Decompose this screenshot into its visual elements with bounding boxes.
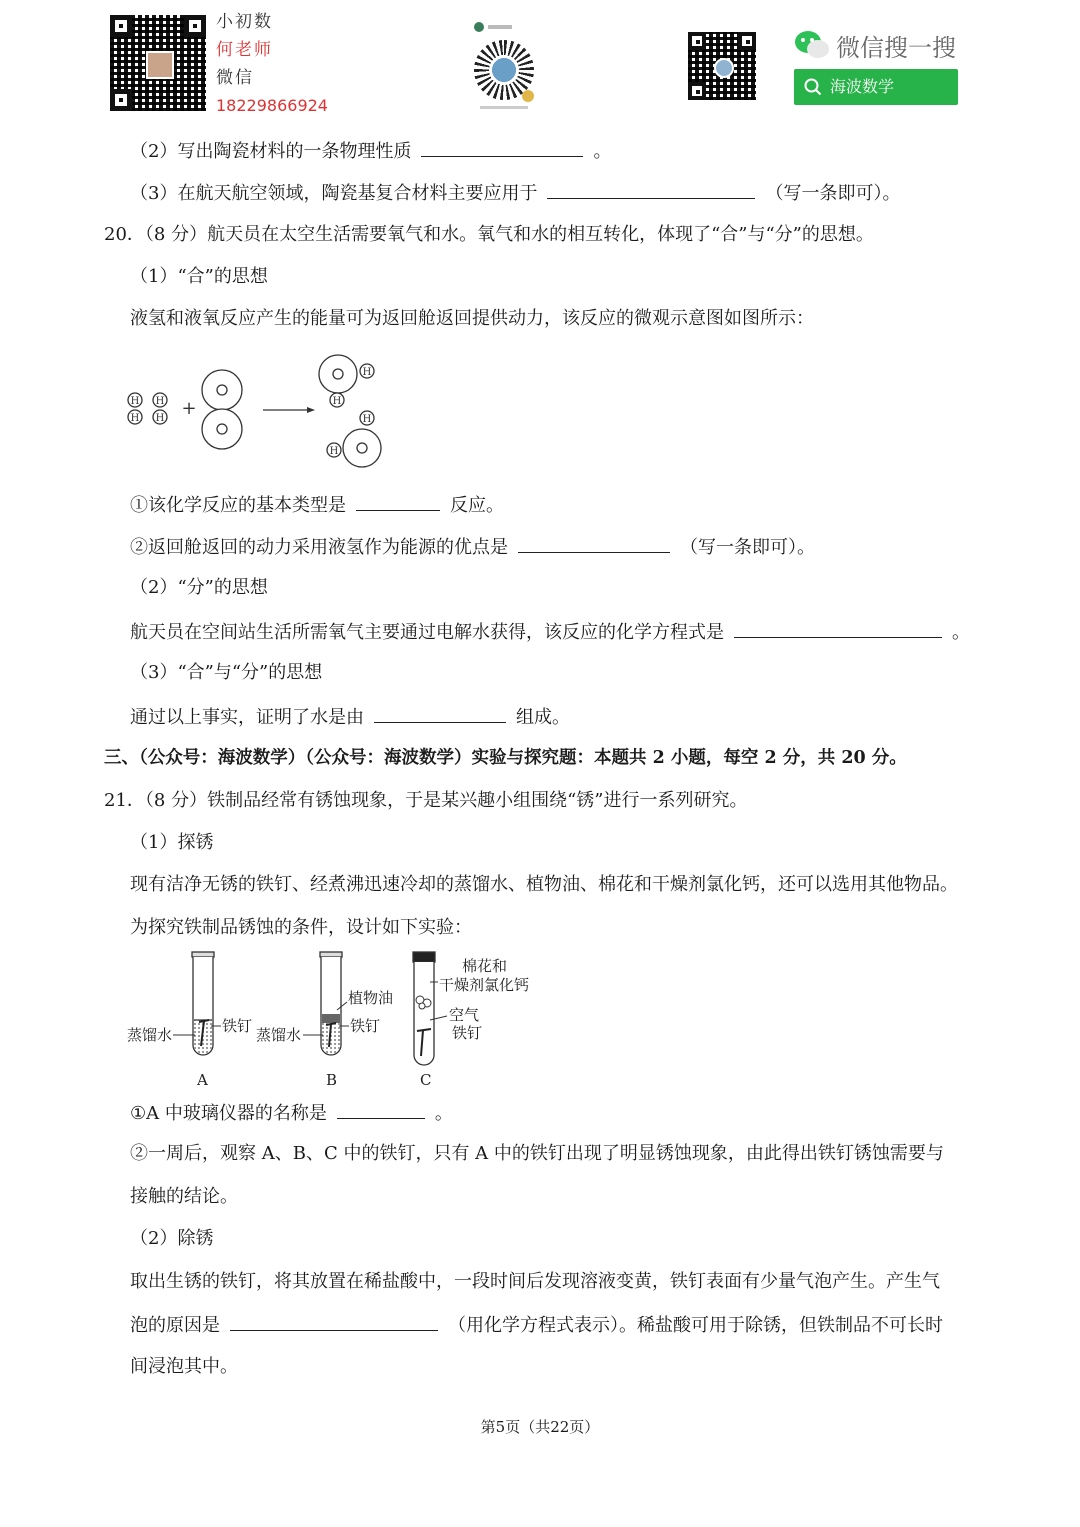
header xyxy=(0,0,1080,125)
contact-line-3: 微信 xyxy=(216,68,254,88)
q21-part1-b: ②一周后，观察 A、B、C 中的铁钉，只有 A 中的铁钉出现了明显锈蚀现象，由此得出铁钉锈蚀需要与 xyxy=(130,1143,944,1164)
atom-label: H xyxy=(155,396,165,407)
wechat-search xyxy=(794,28,964,64)
q20-part3-text: 通过以上事实，证明了水是由 组成。 xyxy=(130,704,570,730)
q21-part1-a: ①A 中玻璃仪器的名称是 。 xyxy=(130,1100,453,1126)
wechat-search-button-label: 海波数学 xyxy=(830,77,895,96)
tube-label-c: C xyxy=(420,1071,432,1089)
label-cotton-2: 干燥剂氯化钙 xyxy=(439,976,530,994)
answer-blank xyxy=(230,1312,438,1331)
contact-info xyxy=(216,8,326,120)
atom-label: H xyxy=(130,396,140,407)
mini-program-code xyxy=(470,22,538,112)
q21-stem: 21．（8 分）铁制品经常有锈蚀现象，于是某兴趣小组围绕“锈”进行一系列研究。 xyxy=(104,790,748,811)
qr-code-left xyxy=(110,15,206,111)
q21-part2-text2: 泡的原因是 （用化学方程式表示）。稀盐酸可用于除锈，但铁制品不可长时 xyxy=(130,1312,943,1338)
section-3-heading: 三、（公众号：海波数学）（公众号：海波数学）实验与探究题：本题共 2 小题，每空 2 分，共 20 分。 xyxy=(104,748,907,768)
label-nail-c: 铁钉 xyxy=(452,1024,483,1042)
wechat-search-title: 微信搜一搜 xyxy=(836,34,956,62)
tube-label-a: A xyxy=(197,1071,208,1089)
answer-blank xyxy=(734,619,942,638)
q20-part2-title: （2）“分”的思想 xyxy=(130,577,268,598)
q21-part2-text: 取出生锈的铁钉，将其放置在稀盐酸中，一段时间后发现溶液变黄，铁钉表面有少量气泡产生。产生气 xyxy=(130,1271,940,1292)
answer-blank xyxy=(547,180,755,199)
label-nail-b: 铁钉 xyxy=(350,1017,381,1035)
atom-label: H xyxy=(155,413,165,424)
q20-part2-text: 航天员在空间站生活所需氧气主要通过电解水获得，该反应的化学方程式是 。 xyxy=(130,619,970,645)
answer-blank xyxy=(337,1100,425,1119)
q20-part1-title: （1）“合”的思想 xyxy=(130,266,268,287)
atom-label: H xyxy=(329,446,339,457)
label-water-b: 蒸馏水 xyxy=(256,1026,302,1044)
test-tube-a xyxy=(192,952,214,1055)
plus-sign: + xyxy=(181,398,197,419)
answer-blank xyxy=(374,704,506,723)
q21-part2-text3: 间浸泡其中。 xyxy=(130,1356,238,1377)
q21-part2-title: （2）除锈 xyxy=(130,1228,214,1249)
label-nail-a: 铁钉 xyxy=(222,1017,253,1035)
q20-part1-b: ②返回舱返回的动力采用液氢作为能源的优点是 （写一条即可）。 xyxy=(130,534,815,560)
label-air: 空气 xyxy=(449,1006,480,1024)
tube-label-b: B xyxy=(326,1071,338,1089)
contact-line-1: 小初数 xyxy=(216,12,273,32)
atom-label: H xyxy=(362,367,372,378)
wechat-search-button[interactable] xyxy=(794,69,958,105)
label-water-a: 蒸馏水 xyxy=(127,1026,173,1044)
contact-line-4: 18229866924 xyxy=(216,96,328,115)
reaction-arrow xyxy=(263,407,315,413)
q21-part1-text: 现有洁净无锈的铁钉、经煮沸迅速冷却的蒸馏水、植物油、棉花和干燥剂氯化钙，还可以选用其他物品。 xyxy=(130,874,958,895)
wechat-icon xyxy=(794,30,830,60)
contact-line-2: 何老师 xyxy=(216,40,273,60)
atom-label: H xyxy=(362,414,372,425)
search-icon xyxy=(804,78,822,96)
qr-code-right xyxy=(688,32,756,100)
reaction-diagram xyxy=(125,352,385,472)
q20-part1-a: ①该化学反应的基本类型是 反应。 xyxy=(130,492,504,518)
q20-part3-title: （3）“合”与“分”的思想 xyxy=(130,662,323,683)
label-cotton-1: 棉花和 xyxy=(462,957,508,975)
atom-label: H xyxy=(332,396,342,407)
q21-part1-b2: 接触的结论。 xyxy=(130,1186,238,1207)
label-oil: 植物油 xyxy=(348,989,394,1007)
q19-part3: （3）在航天航空领域，陶瓷基复合材料主要应用于 （写一条即可）。 xyxy=(130,180,900,206)
answer-blank xyxy=(518,534,670,553)
q20-stem: 20．（8 分）航天员在太空生活需要氧气和水。氧气和水的相互转化，体现了“合”与“分”的思想。 xyxy=(104,224,874,245)
q21-part1-text2: 为探究铁制品锈蚀的条件，设计如下实验： xyxy=(130,917,472,938)
atom-label: H xyxy=(130,413,140,424)
q21-part1-title: （1）探锈 xyxy=(130,832,214,853)
answer-blank xyxy=(421,138,583,157)
q20-part1-text: 液氢和液氧反应产生的能量可为返回舱返回提供动力，该反应的微观示意图如图所示： xyxy=(130,308,814,329)
answer-blank xyxy=(356,492,440,511)
test-tube-diagram xyxy=(125,950,545,1090)
page-number: 第5页（共22页） xyxy=(480,1418,600,1436)
q19-part2: （2）写出陶瓷材料的一条物理性质 。 xyxy=(130,138,611,164)
test-tube-b xyxy=(320,952,342,1055)
